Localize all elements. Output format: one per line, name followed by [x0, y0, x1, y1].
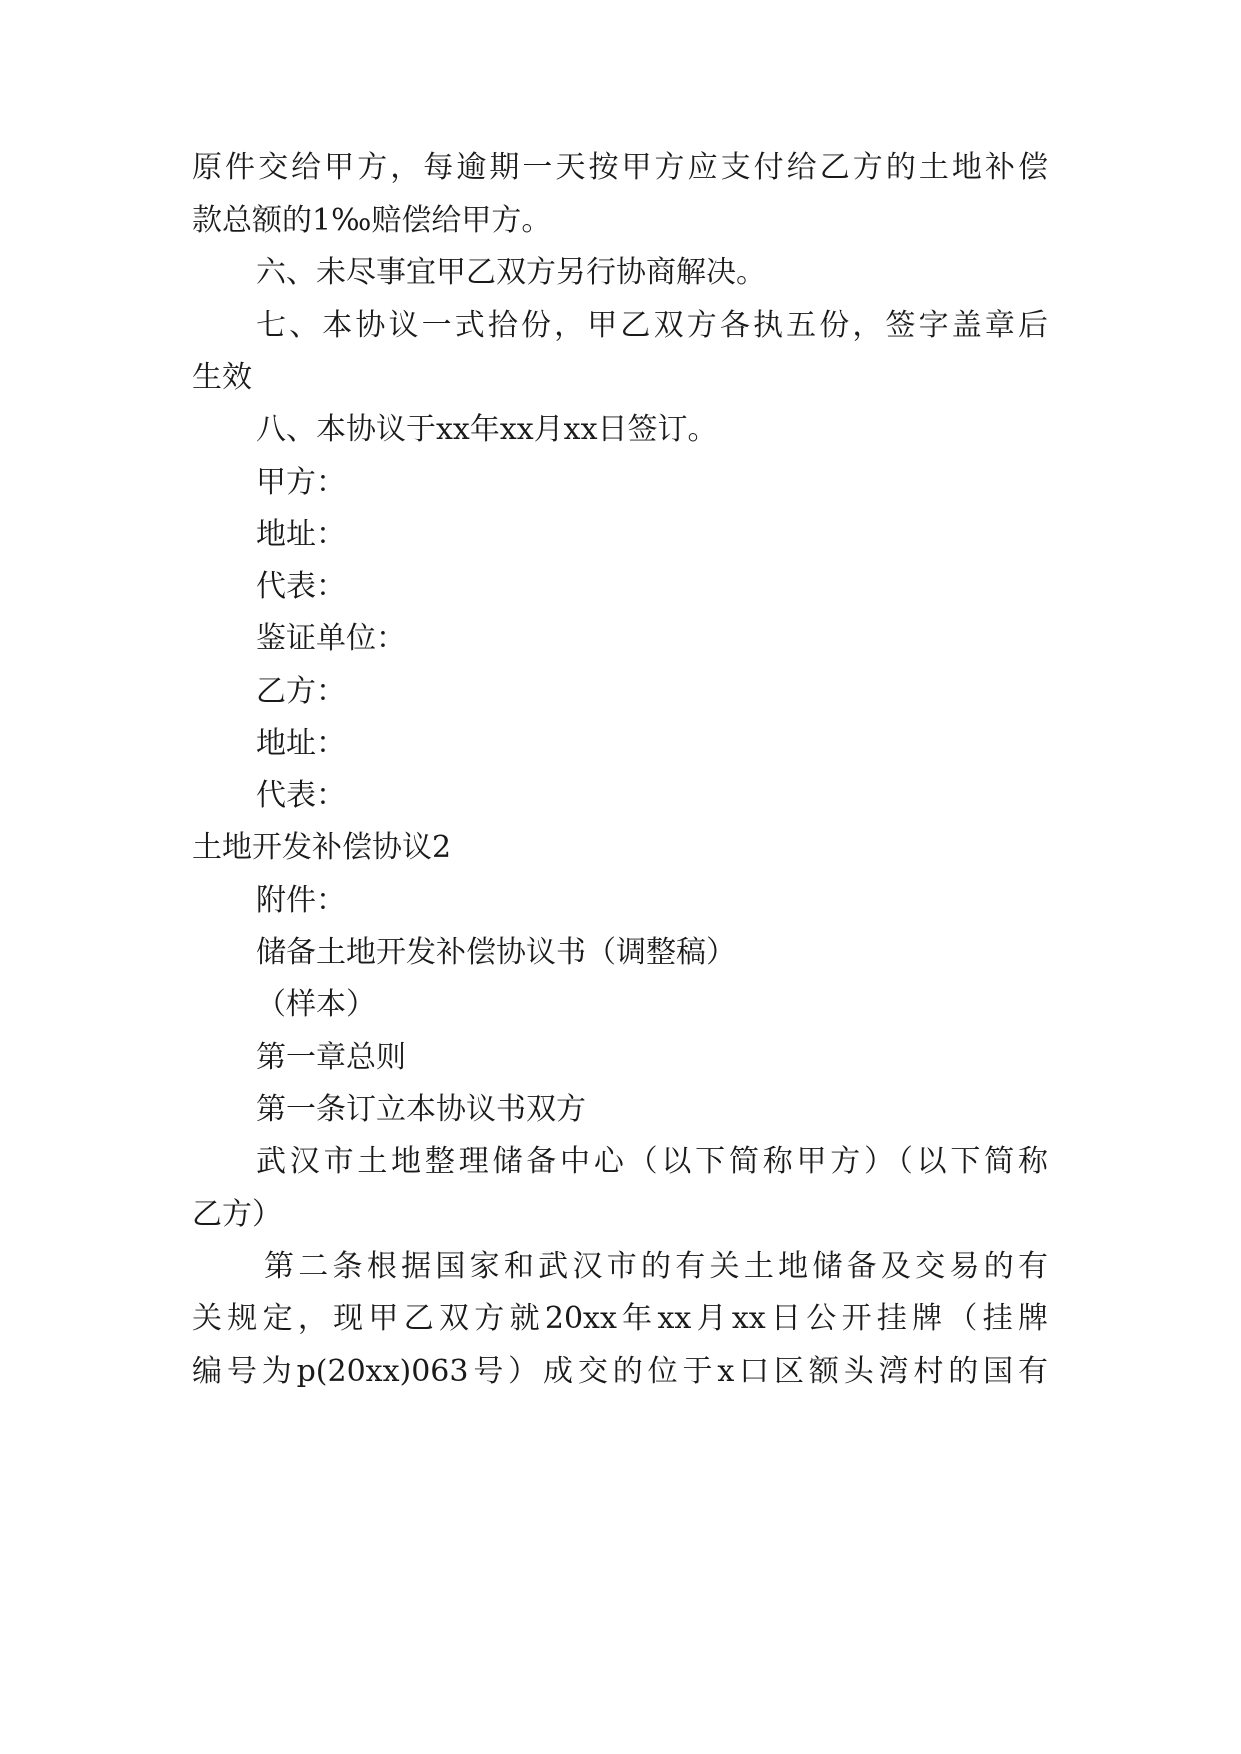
article-one-heading: 第一条订立本协议书双方: [256, 1092, 586, 1127]
sample-note: （样本）: [256, 987, 376, 1022]
paragraph-line: 乙方）: [192, 1197, 282, 1232]
paragraph-line: 款总额的1‰赔偿给甲方。: [192, 203, 552, 238]
signature-address-a: 地址：: [256, 517, 346, 552]
clause-seven: 七、本协议一式拾份，甲乙双方各执五份，签字盖章后: [256, 308, 1048, 343]
paragraph-line: 生效: [192, 360, 252, 395]
signature-address-b: 地址：: [256, 726, 346, 761]
paragraph-line: 原件交给甲方，每逾期一天按甲方应支付给乙方的土地补偿: [192, 150, 1048, 185]
signature-party-a: 甲方：: [256, 465, 346, 500]
attachment-title: 储备土地开发补偿协议书（调整稿）: [256, 935, 736, 970]
chapter-heading: 第一章总则: [256, 1040, 406, 1075]
clause-six: 六、未尽事宜甲乙双方另行协商解决。: [256, 255, 766, 290]
paragraph-line: 武汉市土地整理储备中心（以下简称甲方）（以下简称: [256, 1144, 1048, 1179]
section-title: 土地开发补偿协议2: [192, 830, 452, 865]
signature-representative-b: 代表：: [256, 778, 346, 813]
paragraph-line: 关规定，现甲乙双方就20xx年xx月xx日公开挂牌（挂牌: [192, 1301, 1048, 1336]
signature-witness-unit: 鉴证单位：: [256, 621, 406, 656]
article-two-line: 第二条根据国家和武汉市的有关土地储备及交易的有: [264, 1249, 1048, 1284]
paragraph-line: 编号为p(20xx)063号）成交的位于x口区额头湾村的国有: [192, 1354, 1048, 1389]
attachment-label: 附件：: [256, 883, 346, 918]
signature-party-b: 乙方：: [256, 674, 346, 709]
clause-eight: 八、本协议于xx年xx月xx日签订。: [256, 412, 718, 447]
signature-representative-a: 代表：: [256, 569, 346, 604]
